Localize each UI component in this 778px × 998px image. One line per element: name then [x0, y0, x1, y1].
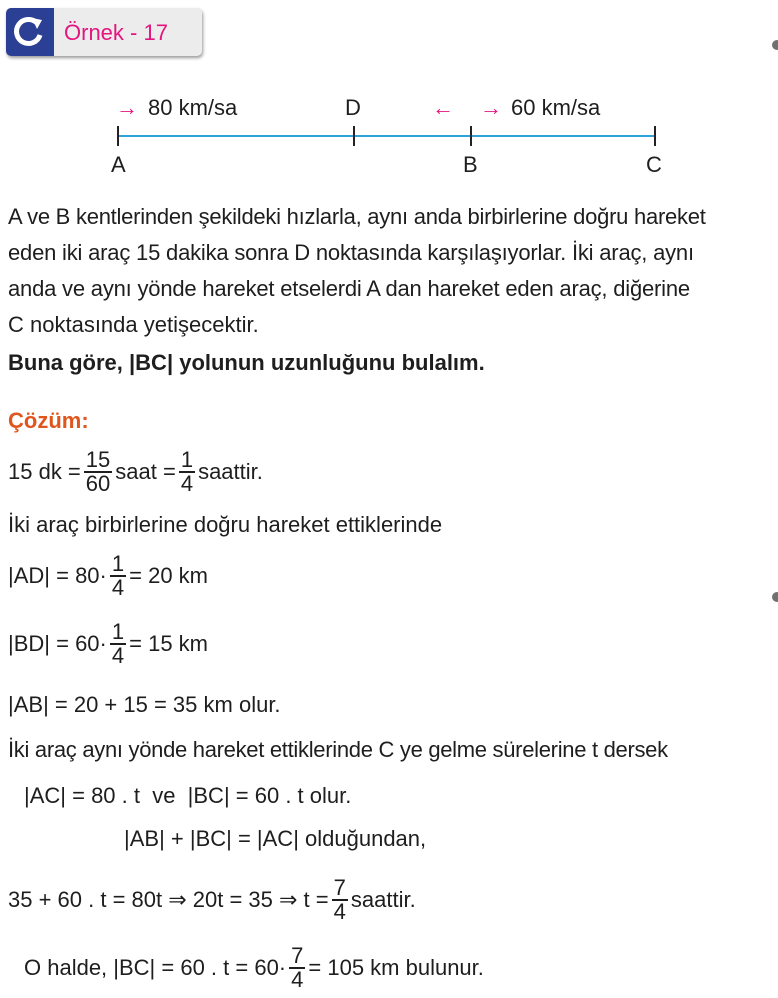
- speed-b-label: 60 km/sa: [511, 95, 601, 120]
- equation-text: = 105 km bulunur.: [308, 955, 484, 980]
- solution-text-1: İki araç birbirlerine doğru hareket ettiklerinde: [8, 512, 443, 537]
- arrow-right-a: →: [116, 95, 138, 120]
- step-ab: |AB| = 20 + 15 = 35 km olur.: [8, 692, 281, 717]
- fraction: $\frac{15}{60}$: [85, 447, 111, 496]
- step-equation: [8, 872, 416, 928]
- speed-a-label: 80 km/sa: [148, 95, 238, 120]
- page-edge-marker: [772, 40, 778, 50]
- point-d-label: D: [345, 95, 361, 120]
- motion-diagram: [0, 88, 778, 188]
- arrow-left-b: ←: [432, 95, 454, 120]
- problem-line-3: anda ve aynı yönde hareket etselerdi A dan hareket eden araç, diğerine: [8, 276, 690, 301]
- step-sum: |AB| + |BC| = |AC| olduğundan,: [124, 826, 427, 851]
- fraction: $\frac{1}{4}$: [111, 551, 125, 600]
- equation-text: 35 + 60 . t = 80t ⇒ 20t = 35 ⇒ t =: [8, 887, 329, 912]
- fraction: $\frac{7}{4}$: [333, 875, 346, 924]
- problem-question: Buna göre, |BC| yolunun uzunluğunu bulalım.: [8, 350, 485, 375]
- step-time-conversion: [8, 444, 263, 500]
- problem-line-1: A ve B kentlerinden şekildeki hızlarla, aynı anda birbirlerine doğru hareket: [8, 204, 706, 229]
- step-ad: [8, 548, 208, 604]
- arrow-right-b: →: [480, 95, 502, 120]
- step-final: [24, 940, 484, 996]
- point-b-label: B: [463, 152, 478, 177]
- example-title: Örnek - 17: [64, 20, 168, 45]
- problem-line-2: eden iki araç 15 dakika sonra D noktasında karşılaşıyorlar. İki araç, aynı: [8, 240, 694, 265]
- equation-text: |BD| = 60·: [8, 631, 107, 656]
- solution-heading: Çözüm:: [8, 408, 89, 433]
- equation-text: saat =: [115, 459, 176, 484]
- refresh-icon: [6, 8, 54, 56]
- step-bd: [8, 616, 208, 672]
- page-edge-marker: [772, 592, 778, 602]
- fraction: $\frac{1}{4}$: [111, 619, 125, 668]
- point-c-label: C: [646, 152, 662, 177]
- point-a-label: A: [111, 152, 126, 177]
- equation-text: = 20 km: [129, 563, 208, 588]
- equation-text: = 15 km: [129, 631, 208, 656]
- equation-text: saattir.: [350, 887, 416, 912]
- equation-text: saattir.: [198, 459, 263, 484]
- problem-line-4: C noktasında yetişecektir.: [8, 312, 259, 337]
- equation-text: 15 dk =: [8, 459, 81, 484]
- solution-text-2: İki araç aynı yönde hareket ettiklerinde C ye gelme sürelerine t dersek: [8, 737, 668, 762]
- step-ac-bc: |AC| = 80 . t ve |BC| = 60 . t olur.: [24, 783, 352, 808]
- fraction: $\frac{7}{4}$: [291, 943, 304, 992]
- equation-text: O halde, |BC| = 60 . t = 60·: [24, 955, 287, 980]
- equation-text: |AD| = 80·: [8, 563, 107, 588]
- fraction: $\frac{1}{4}$: [180, 447, 194, 496]
